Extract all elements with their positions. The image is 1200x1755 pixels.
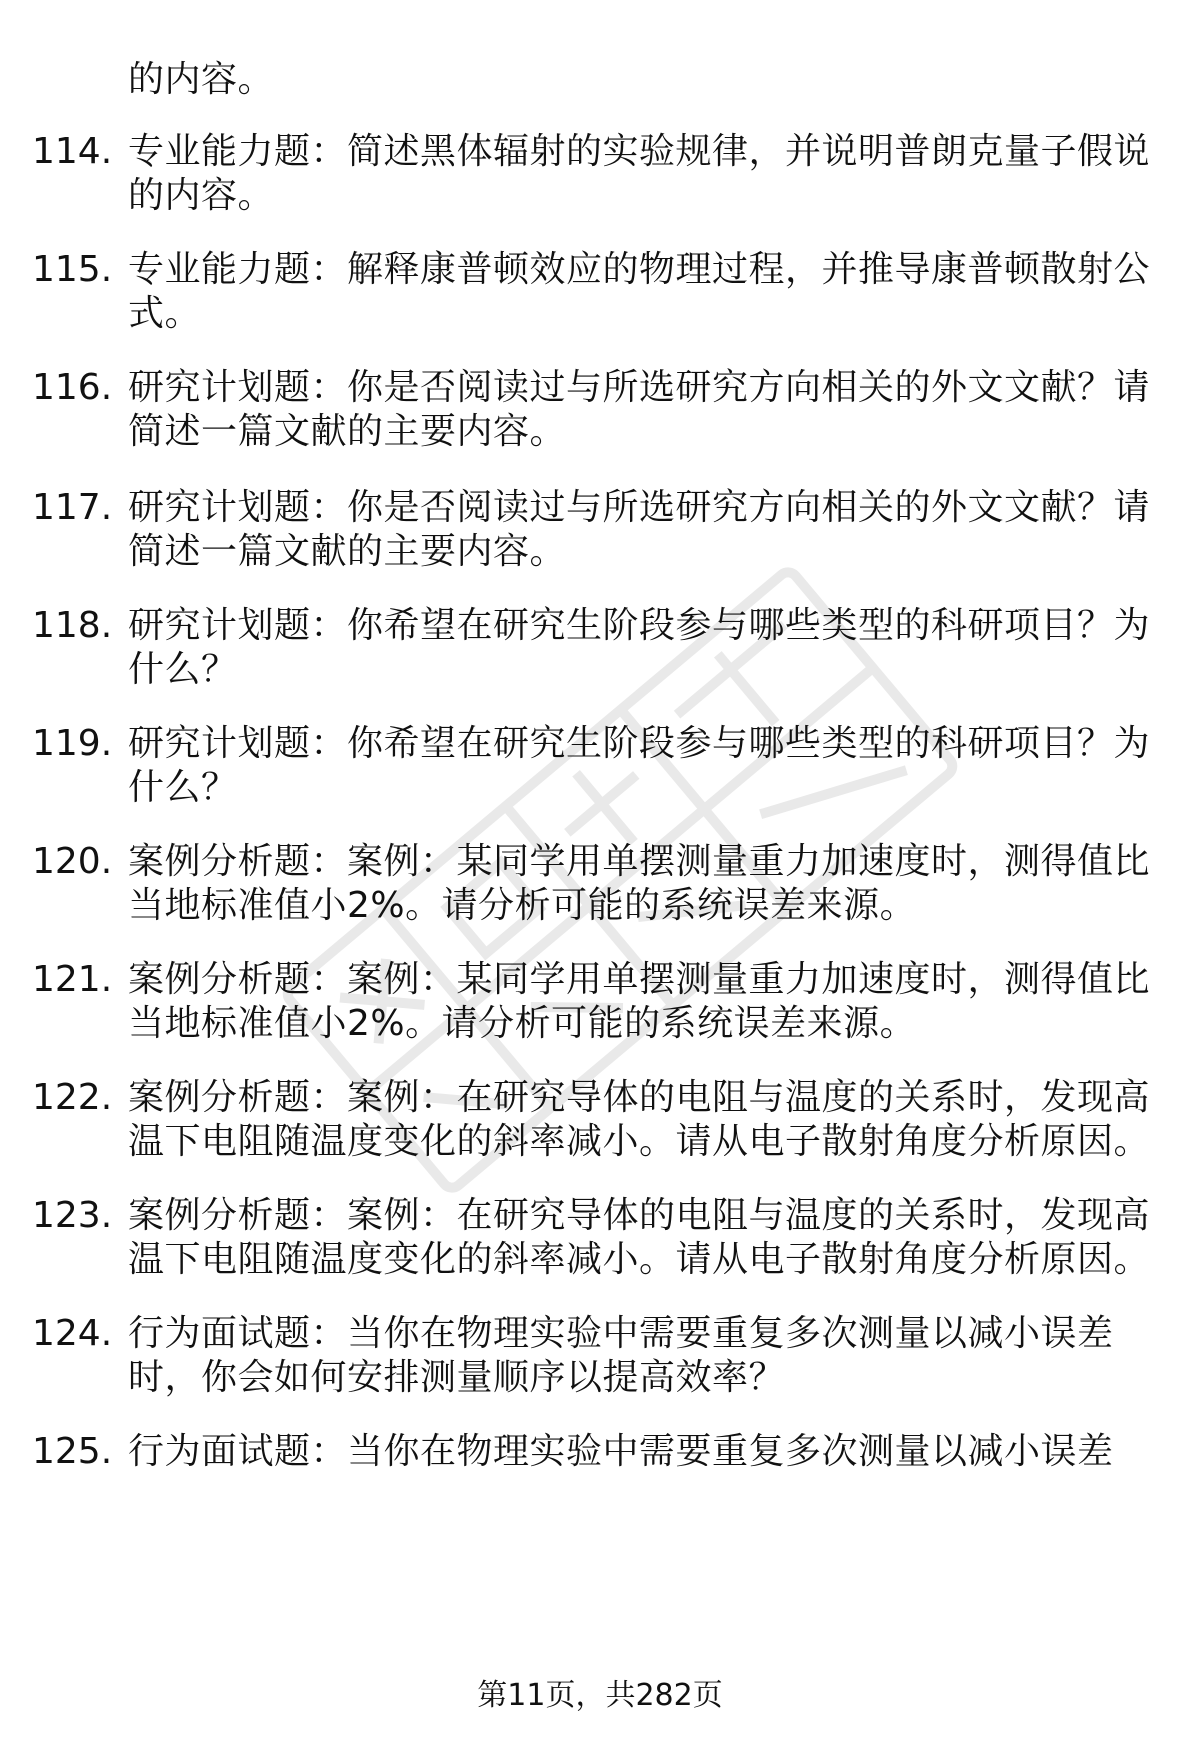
item-line-1: 行为面试题：当你在物理实验中需要重复多次测量以减小误差 <box>128 1431 1114 1472</box>
item-line-2: 式。 <box>128 293 202 334</box>
item-line-2: 的内容。 <box>128 175 275 216</box>
item-number: 121. <box>32 959 113 1000</box>
item-number: 118. <box>32 605 113 646</box>
item-line-1: 案例分析题：案例：在研究导体的电阻与温度的关系时，发现高 <box>128 1077 1151 1118</box>
item-number: 117. <box>32 487 113 528</box>
item-line-2: 什么？ <box>128 649 238 690</box>
item-number: 125. <box>32 1431 113 1472</box>
item-number: 123. <box>32 1195 113 1236</box>
item-line-2: 温下电阻随温度变化的斜率减小。请从电子散射角度分析原因。 <box>128 1239 1151 1280</box>
item-line-1: 研究计划题：你希望在研究生阶段参与哪些类型的科研项目？为 <box>128 605 1151 646</box>
item-line-1: 专业能力题：简述黑体辐射的实验规律，并说明普朗克量子假说 <box>128 131 1151 172</box>
item-line-2: 当地标准值小2%。请分析可能的系统误差来源。 <box>128 1003 917 1044</box>
item-line-2: 简述一篇文献的主要内容。 <box>128 531 567 572</box>
item-line-2: 什么？ <box>128 767 238 808</box>
item-line-2: 温下电阻随温度变化的斜率减小。请从电子散射角度分析原因。 <box>128 1121 1151 1162</box>
item-number: 116. <box>32 367 113 408</box>
item-line-1: 专业能力题：解释康普顿效应的物理过程，并推导康普顿散射公 <box>128 249 1151 290</box>
item-number: 114. <box>32 131 113 172</box>
item-line-1: 行为面试题：当你在物理实验中需要重复多次测量以减小误差 <box>128 1313 1114 1354</box>
item-number: 119. <box>32 723 113 764</box>
item-number: 120. <box>32 841 113 882</box>
item-line-1: 研究计划题：你是否阅读过与所选研究方向相关的外文文献？请 <box>128 367 1151 408</box>
item-number: 124. <box>32 1313 113 1354</box>
item-line-1: 研究计划题：你希望在研究生阶段参与哪些类型的科研项目？为 <box>128 723 1151 764</box>
page-footer: 第11页，共282页 <box>477 1678 723 1713</box>
item-number: 115. <box>32 249 113 290</box>
item-line-2: 时，你会如何安排测量顺序以提高效率？ <box>128 1357 786 1398</box>
item-line-1: 案例分析题：案例：某同学用单摆测量重力加速度时，测得值比 <box>128 841 1151 882</box>
item-line-2: 简述一篇文献的主要内容。 <box>128 411 567 452</box>
carry-over-text: 的内容。 <box>128 59 275 100</box>
item-number: 122. <box>32 1077 113 1118</box>
item-line-1: 研究计划题：你是否阅读过与所选研究方向相关的外文文献？请 <box>128 487 1151 528</box>
item-line-2: 当地标准值小2%。请分析可能的系统误差来源。 <box>128 885 917 926</box>
item-line-1: 案例分析题：案例：某同学用单摆测量重力加速度时，测得值比 <box>128 959 1151 1000</box>
item-line-1: 案例分析题：案例：在研究导体的电阻与温度的关系时，发现高 <box>128 1195 1151 1236</box>
